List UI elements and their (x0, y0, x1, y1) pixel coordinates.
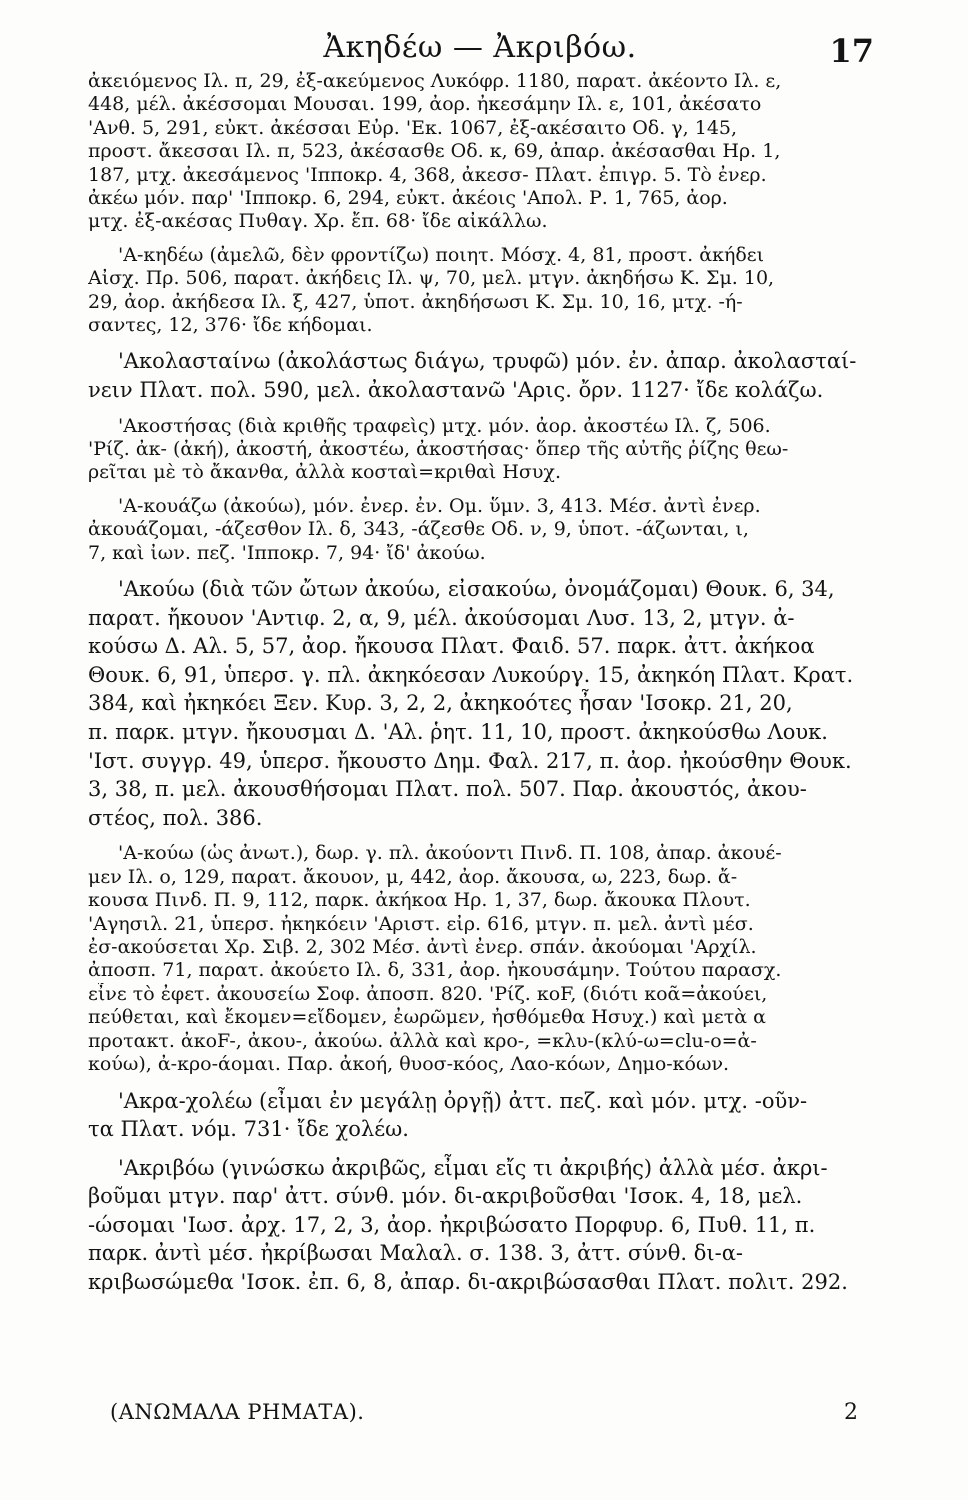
entry-line: 'Αγησιλ. 21, ὑπερσ. ἠκηκόειν 'Αριστ. εἰρ. 616, μτγν. π. μελ. ἀντὶ μέσ. (88, 912, 754, 935)
dictionary-entry (88, 842, 876, 1076)
entry-line: 'Ιστ. συγγρ. 49, ὑπερσ. ἤκουστο Δημ. Φαλ. 217, π. ἀορ. ἠκούσθην Θουκ. (88, 748, 852, 773)
dictionary-entry (88, 575, 876, 832)
dictionary-entry (88, 244, 876, 338)
entry-line: εἶνε τὸ ἐφετ. ἀκουσείω Σοφ. ἀποσπ. 820. 'Ρίζ. κοF, (διότι κοᾶ=ἀκούει, (88, 982, 768, 1005)
entry-line: κούσω Δ. Αλ. 5, 57, ἀορ. ἤκουσα Πλατ. Φαιδ. 57. παρκ. ἀττ. ἀκήκοα (88, 634, 815, 659)
entry-line: ἀκουάζομαι, -άζεσθον Ιλ. δ, 343, -άζεσθε Οδ. ν, 9, ὑποτ. -άζωνται, ι, (88, 518, 749, 541)
page-header (86, 24, 874, 74)
entry-line: 'Α-κουάζω (ἀκούω), μόν. ἐνερ. ἐν. Ομ. ὕμν. 3, 413. Μέσ. ἀντὶ ἐνερ. (118, 494, 761, 517)
dictionary-entry (88, 1154, 876, 1297)
entry-line: 'Ρίζ. ἀκ- (ἀκή), ἀκοστή, ἀκοστέω, ἀκοστήσας· ὅπερ τῆς αὐτῆς ῥίζης θεω- (88, 438, 789, 461)
entry-line: -ώσομαι 'Ιωσ. ἀρχ. 17, 2, 3, ἀορ. ἠκριβώσατο Πορφυρ. 6, Πυθ. 11, π. (88, 1212, 816, 1237)
dictionary-entry (88, 415, 876, 485)
entry-line: 'Α-κούω (ὡς ἀνωτ.), δωρ. γ. πλ. ἀκούοντι Πινδ. Π. 108, ἀπαρ. ἀκουέ- (118, 842, 782, 865)
dictionary-entries (88, 70, 876, 1307)
entry-line: ἀκειόμενος Ιλ. π, 29, ἐξ-ακεύμενος Λυκόφρ. 1180, παρατ. ἀκέοντο Ιλ. ε, (88, 70, 782, 92)
entry-line: νειν Πλατ. πολ. 590, μελ. ἀκολαστανῶ 'Αρις. ὄρν. 1127· ἴδε κολάζω. (88, 378, 824, 403)
entry-line: κριβωσώμεθα 'Ισοκ. ἐπ. 6, 8, ἀπαρ. δι-ακριβώσασθαι Πλατ. πολιτ. 292. (88, 1270, 848, 1295)
entry-line: μτχ. ἐξ-ακέσας Πυθαγ. Χρ. ἔπ. 68· ἴδε αἰκάλλω. (88, 210, 548, 233)
entry-line: Θουκ. 6, 91, ὑπερσ. γ. πλ. ἀκηκόεσαν Λυκούργ. 15, ἀκηκόη Πλατ. Κρατ. (88, 662, 854, 687)
entry-line: σαντες, 12, 376· ἴδε κήδομαι. (88, 314, 373, 337)
entry-line: κουσα Πινδ. Π. 9, 112, παρκ. ἀκήκοα Ηρ. 1, 37, δωρ. ἄκουκα Πλουτ. (88, 889, 751, 912)
dictionary-entry (88, 495, 876, 565)
sheet-number: 2 (844, 1400, 858, 1425)
entry-line: 187, μτχ. ἀκεσάμενος 'Ιπποκρ. 4, 368, ἀκεσσ- Πλατ. ἐπιγρ. 5. Τὸ ἐνερ. (88, 163, 767, 186)
entry-line: 'Ακολασταίνω (ἀκολάστως διάγω, τρυφῶ) μόν. ἐν. ἀπαρ. ἀκολασταί- (118, 349, 857, 374)
entry-line: 'Ακρα-χολέω (εἶμαι ἐν μεγάλῃ ὀργῇ) ἀττ. πεζ. καὶ μόν. μτχ. -οῦν- (118, 1088, 808, 1113)
entry-line: πεύθεται, καὶ ἔκομεν=εἴδομεν, ἐωρῶμεν, ἠσθόμεθα Ησυχ.) καὶ μετὰ α (88, 1006, 766, 1029)
entry-line: ρεῖται μὲ τὸ ἄκανθα, ἀλλὰ κοσταὶ=κριθαὶ Ησυχ. (88, 461, 561, 484)
entry-line: 448, μέλ. ἀκέσσομαι Μουσαι. 199, ἀορ. ἠκεσάμην Ιλ. ε, 101, ἀκέσατο (88, 93, 762, 116)
entry-line: 'Ακριβόω (γινώσκω ἀκριβῶς, εἶμαι εἴς τι ἀκριβής) ἀλλὰ μέσ. ἀκρι- (118, 1155, 828, 1180)
entry-line: προστ. ἄκεσσαι Ιλ. π, 523, ἀκέσασθε Οδ. κ, 69, ἀπαρ. ἀκέσασθαι Ηρ. 1, (88, 140, 781, 163)
dictionary-entry (88, 347, 876, 404)
entry-line: π. παρκ. μτγν. ἤκουσμαι Δ. 'Αλ. ῥητ. 11, 10, προστ. ἀκηκούσθω Λουκ. (88, 720, 828, 745)
entry-line: μεν Ιλ. ο, 129, παρατ. ἄκουον, μ, 442, ἀορ. ἄκουσα, ω, 223, δωρ. ἄ- (88, 865, 738, 888)
entry-line: ἀκέω μόν. παρ' 'Ιπποκρ. 6, 294, εὐκτ. ἀκέοις 'Απολ. Ρ. 1, 765, ἀορ. (88, 187, 728, 210)
entry-line: τα Πλατ. νόμ. 731· ἴδε χολέω. (88, 1117, 409, 1142)
signature-mark: (ΑΝΩΜΑΛΑ ΡΗΜΑΤΑ). (110, 1400, 365, 1424)
dictionary-entry (88, 1087, 876, 1144)
page-footer (110, 1400, 858, 1440)
entry-line: 'Ακοστήσας (διὰ κριθῆς τραφεὶς) μτχ. μόν. ἀορ. ἀκοστέω Ιλ. ζ, 506. (118, 414, 771, 437)
entry-line: 7, καὶ ἰων. πεζ. 'Ιπποκρ. 7, 94· ἴδ' ἀκούω. (88, 541, 486, 564)
entry-line: 3, 38, π. μελ. ἀκουσθήσομαι Πλατ. πολ. 507. Παρ. ἀκουστός, ἀκου- (88, 777, 807, 802)
entry-line: βοῦμαι μτγν. παρ' ἀττ. σύνθ. μόν. δι-ακριβοῦσθαι 'Ισοκ. 4, 18, μελ. (88, 1184, 803, 1209)
entry-line: 'Α-κηδέω (ἀμελῶ, δὲν φροντίζω) ποιητ. Μόσχ. 4, 81, προστ. ἀκήδει (118, 243, 765, 266)
entry-line: 29, ἀορ. ἀκήδεσα Ιλ. ξ, 427, ὑποτ. ἀκηδήσωσι Κ. Σμ. 10, 16, μτχ. -ή- (88, 290, 743, 313)
entry-line: 384, καὶ ἠκηκόει Ξεν. Κυρ. 3, 2, 2, ἀκηκοότες ἦσαν 'Ισοκρ. 21, 20, (88, 691, 793, 716)
entry-line: ἀποσπ. 71, παρατ. ἀκούετο Ιλ. δ, 331, ἀορ. ἠκουσάμην. Τούτου παρασχ. (88, 959, 782, 982)
entry-line: 'Ανθ. 5, 291, εὐκτ. ἀκέσσαι Εὐρ. 'Εκ. 1067, ἐξ-ακέσαιτο Οδ. γ, 145, (88, 116, 738, 139)
entry-line: κούω), ἀ-κρο-άομαι. Παρ. ἀκοή, θυοσ-κόος, Λαο-κόων, Δημο-κόων. (88, 1053, 730, 1076)
entry-line: ἐσ-ακούσεται Χρ. Σιβ. 2, 302 Μέσ. ἀντὶ ἐνερ. σπάν. ἀκούομαι 'Αρχίλ. (88, 936, 757, 959)
page-number: 17 (829, 32, 874, 70)
entry-line: Αἰσχ. Πρ. 506, παρατ. ἀκήδεις Ιλ. ψ, 70, μελ. μτγν. ἀκηδήσω Κ. Σμ. 10, (88, 267, 775, 290)
entry-line: στέος, πολ. 386. (88, 805, 263, 830)
entry-line: παρατ. ἤκουον 'Αντιφ. 2, α, 9, μέλ. ἀκούσομαι Λυσ. 13, 2, μτγν. ἀ- (88, 605, 795, 630)
dictionary-entry (88, 70, 876, 234)
entry-line: προτακτ. ἀκοF-, ἀκου-, ἀκούω. ἀλλὰ καὶ κρο-, =κλυ-(κλύ-ω=clu-o=ἀ- (88, 1029, 757, 1052)
entry-line: 'Ακούω (διὰ τῶν ὤτων ἀκούω, εἰσακούω, ὀνομάζομαι) Θουκ. 6, 34, (118, 577, 835, 602)
running-title: Ἀκηδέω — Ἀκριβόω. (323, 30, 637, 65)
entry-line: παρκ. ἀντὶ μέσ. ἠκρίβωσαι Μαλαλ. σ. 138. 3, ἀττ. σύνθ. δι-α- (88, 1241, 744, 1266)
